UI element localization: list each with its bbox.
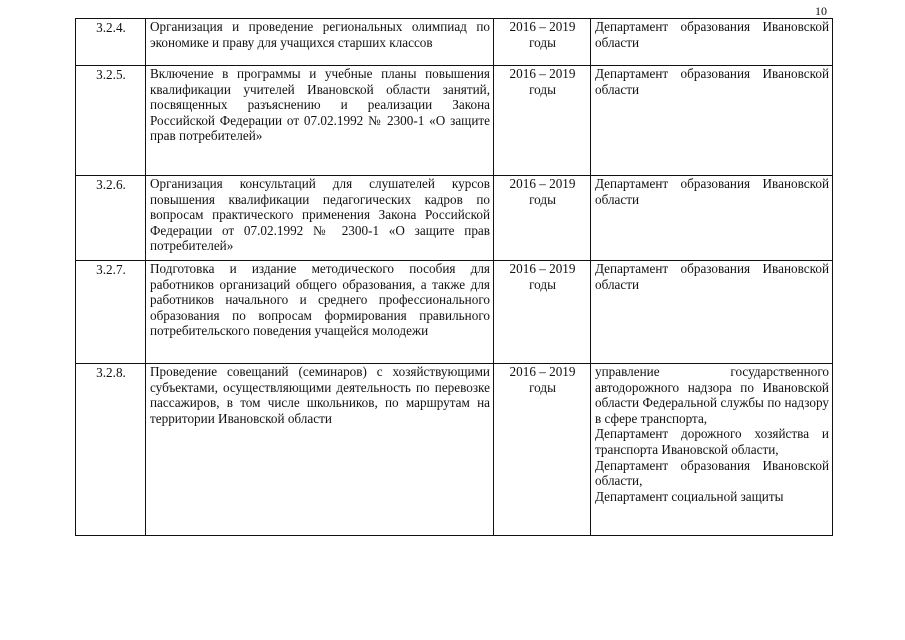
responsible	[591, 176, 833, 261]
table-row	[76, 261, 833, 364]
responsible-line: Департамент дорожного хозяйства и транспорта Ивановской области,	[595, 426, 829, 457]
row-number: 3.2.4.	[76, 19, 146, 66]
responsible-line: управление государственного автодорожного надзора по Ивановской области Федеральной службы по надзору в сфере транспорта,	[595, 364, 829, 426]
measure-text: Подготовка и издание методического пособия для работников организаций общего образования, а также для работников начального и среднего профессионального образования по вопросам формирования правильного потребительского поведения учащейся молодежи	[146, 261, 494, 364]
responsible	[591, 66, 833, 176]
table-row	[76, 19, 833, 66]
period: 2016 – 2019 годы	[494, 66, 591, 176]
responsible-line: Департамент образования Ивановской области	[595, 176, 829, 207]
row-number: 3.2.8.	[76, 364, 146, 536]
measure-text: Организация и проведение региональных олимпиад по экономике и праву для учащихся старших классов	[146, 19, 494, 66]
responsible-line: Департамент социальной защиты	[595, 488, 784, 504]
period: 2016 – 2019 годы	[494, 19, 591, 66]
measures-table	[75, 18, 833, 536]
page-number: 10	[815, 4, 827, 18]
table-row	[76, 364, 833, 536]
responsible	[591, 19, 833, 66]
row-number: 3.2.7.	[76, 261, 146, 364]
row-number: 3.2.5.	[76, 66, 146, 176]
period: 2016 – 2019 годы	[494, 364, 591, 536]
period: 2016 – 2019 годы	[494, 261, 591, 364]
measure-text: Проведение совещаний (семинаров) с хозяйствующими субъектами, осуществляющими деятельность по перевозке пассажиров, в том числе школьников, по маршрутам на территории Ивановской области	[146, 364, 494, 536]
responsible-line: Департамент образования Ивановской области	[595, 261, 829, 292]
responsible	[591, 261, 833, 364]
table-row	[76, 176, 833, 261]
measure-text: Включение в программы и учебные планы повышения квалификации учителей Ивановской области занятий, посвященных разъяснению и реализации Закона Российской Федерации от 07.02.1992 № 2300-1 «О защите прав потребителей»	[146, 66, 494, 176]
responsible-line: Департамент образования Ивановской области	[595, 19, 829, 50]
responsible-line: Департамент образования Ивановской области,	[595, 457, 829, 489]
row-number: 3.2.6.	[76, 176, 146, 261]
period: 2016 – 2019 годы	[494, 176, 591, 261]
table-row	[76, 66, 833, 176]
responsible-line: Департамент образования Ивановской области	[595, 66, 829, 97]
responsible	[591, 364, 833, 536]
measure-text: Организация консультаций для слушателей курсов повышения квалификации педагогических кадров по вопросам практического применения Закона Российской Федерации от 07.02.1992 № 2300-1 «О защите прав потребителей»	[146, 176, 494, 261]
